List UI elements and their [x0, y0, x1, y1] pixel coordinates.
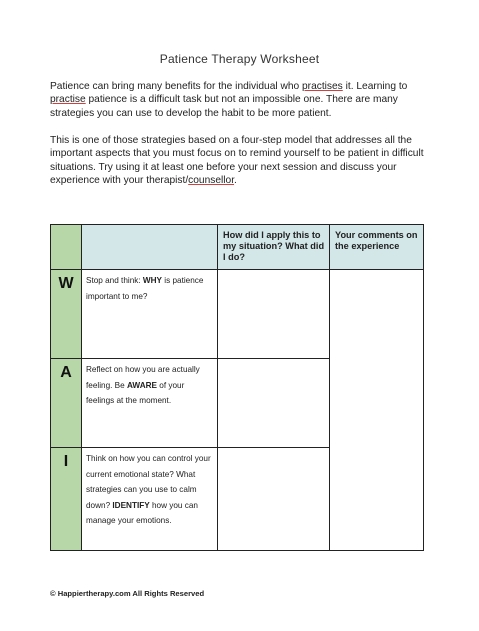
- strategy-text-a: This is one of those strategies based on a four-step model that addresses all the important aspects that you must focus on to remind yourself to be patient in difficult situations. Try using it at least one before your next session and discuss your experience with your therapist/: [50, 135, 424, 187]
- prompt-cell: [82, 448, 218, 551]
- copyright-footer: © Happiertherapy.com All Rights Reserved: [50, 589, 205, 598]
- strategy-word-counsellor: counsellor: [188, 175, 235, 187]
- apply-answer-cell[interactable]: [218, 270, 330, 359]
- step-letter-i: I: [63, 453, 69, 470]
- prompt-keyword: IDENTIFY: [112, 500, 150, 510]
- intro-text-e: patience is a difficult task but not an impossible one. There are many strategies you can use to develop the habit to be more patient.: [50, 94, 398, 119]
- header-comments-label: Your comments on the experience: [335, 230, 418, 251]
- intro-word-practise: practise: [50, 94, 86, 106]
- table-header-row: [51, 225, 424, 270]
- prompt-cell: [82, 270, 218, 359]
- strategy-paragraph: [50, 134, 440, 188]
- intro-paragraph: [50, 80, 440, 120]
- header-apply-cell: [218, 225, 330, 270]
- prompt-text-post: is patience important to me?: [86, 276, 204, 301]
- prompt-text-pre: Think on how you can control your current emotional state? What strategies can you use to calm down?: [86, 454, 211, 510]
- step-letter-cell: [51, 270, 82, 359]
- prompt-text: [82, 359, 217, 409]
- intro-word-practises: practises: [302, 81, 343, 92]
- prompt-text: [82, 448, 217, 529]
- prompt-keyword: AWARE: [126, 380, 157, 390]
- prompt-text-post: how you can manage your emotions.: [86, 500, 198, 525]
- prompt-text: [82, 270, 217, 304]
- table-row: [51, 270, 424, 359]
- strategy-text-c: .: [234, 175, 237, 187]
- intro-text-a: Patience can bring many benefits for the individual who: [50, 81, 303, 92]
- apply-answer-cell[interactable]: [218, 359, 330, 448]
- apply-answer-cell[interactable]: [218, 448, 330, 551]
- prompt-text-pre: Reflect on how you are actually feeling. Be: [86, 365, 200, 390]
- prompt-cell: [82, 359, 218, 448]
- header-comments-cell: [330, 225, 424, 270]
- prompt-text-pre: Stop and think:: [86, 276, 143, 285]
- step-letter-cell: [51, 448, 82, 551]
- step-letter-cell: [51, 359, 82, 448]
- page-title: Patience Therapy Worksheet: [159, 52, 320, 66]
- step-letter-w: W: [58, 275, 74, 292]
- comments-answer-cell[interactable]: [330, 270, 424, 551]
- step-letter-a: A: [60, 364, 72, 381]
- prompt-text-post: of your feelings at the moment.: [86, 380, 185, 405]
- header-letter-cell: [51, 225, 82, 270]
- header-prompt-cell: [82, 225, 218, 270]
- worksheet-table: [50, 224, 424, 551]
- header-apply-label: How did I apply this to my situation? What did I do?: [223, 230, 325, 262]
- intro-text-c: it. Learning to: [342, 81, 408, 92]
- prompt-keyword: WHY: [142, 276, 163, 285]
